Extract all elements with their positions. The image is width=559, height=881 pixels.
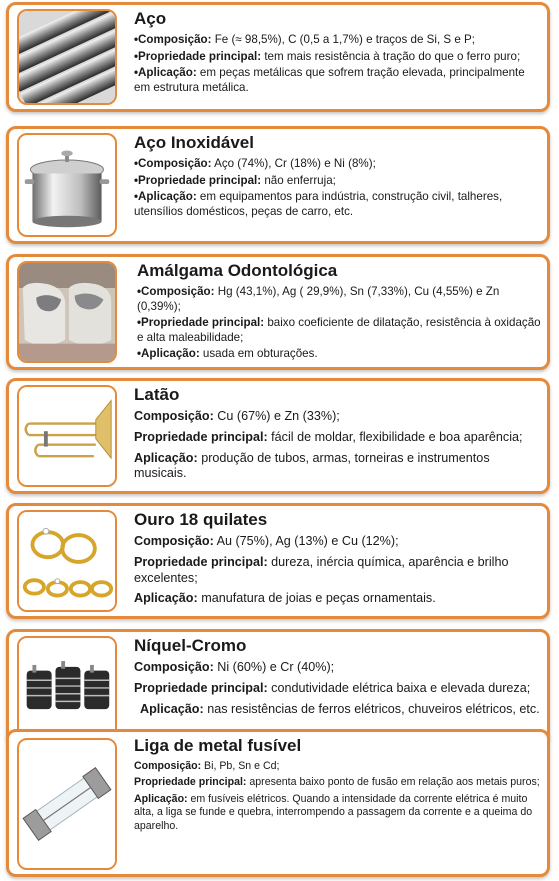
card-title: Latão <box>134 385 180 404</box>
alloy-card-aco <box>6 2 550 112</box>
steel-bars-image <box>17 9 117 105</box>
composition-row: •Composição: Hg (43,1%), Ag ( 29,9%), Sn (7,33%), Cu (4,55%) e Zn (0,39%); <box>137 285 500 313</box>
application-row: •Aplicação: em equipamentos para indústria, construção civil, talheres, utensílios domésticos, peças de carro, etc. <box>134 190 503 218</box>
stainless-pot-image <box>17 133 117 237</box>
property-row: •Propriedade principal: tem mais resistência à tração do que o ferro puro; <box>134 49 521 63</box>
card-title: Aço <box>134 9 167 28</box>
property-row: Propriedade principal: condutividade elétrica baixa e elevada dureza; <box>134 680 531 695</box>
trombone-icon <box>19 387 115 485</box>
property-row: Propriedade principal: dureza, inércia química, aparência e brilho excelentes; <box>134 554 509 585</box>
composition-row: •Composição: Fe (≈ 98,5%), C (0,5 a 1,7%) e traços de Si, S e P; <box>134 33 475 46</box>
composition-row: Composição: Ni (60%) e Cr (40%); <box>134 660 335 674</box>
application-row: Aplicação: produção de tubos, armas, torneiras e instrumentos musicais. <box>134 450 490 481</box>
property-row: Propriedade principal: fácil de moldar, flexibilidade e boa aparência; <box>134 429 523 444</box>
card-title: Amálgama Odontológica <box>137 261 338 280</box>
card-title: Liga de metal fusível <box>134 736 302 755</box>
application-row: •Aplicação: usada em obturações. <box>137 347 318 361</box>
alloy-card-aco-inoxidavel <box>6 126 550 244</box>
application-row: Aplicação: em fusíveis elétricos. Quando a intensidade da corrente elétrica é muito alta, a liga se funde e quebra, interrompendo a passagem da corrente e a queima do aparelho. <box>134 792 533 832</box>
dental-amalgam-image <box>17 261 117 363</box>
alloy-card-latao <box>6 378 550 494</box>
alloy-card-liga-fusivel <box>6 729 550 877</box>
card-title: Aço Inoxidável <box>134 133 254 152</box>
card-title: Níquel-Cromo <box>134 636 247 655</box>
application-row: Aplicação: manufatura de joias e peças ornamentais. <box>134 591 436 606</box>
steel-bars-icon <box>19 11 115 103</box>
pot-icon <box>19 135 115 235</box>
property-row: •Propriedade principal: baixo coeficiente de dilatação, resistência à oxidação e alta maleabilidade; <box>137 316 541 344</box>
composition-row: •Composição: Aço (74%), Cr (18%) e Ni (8%); <box>134 157 376 170</box>
coils-icon <box>19 638 115 736</box>
composition-row: Composição: Au (75%), Ag (13%) e Cu (12%); <box>134 534 399 548</box>
trombone-image <box>17 385 117 487</box>
application-row: •Aplicação: em peças metálicas que sofrem tração elevada, principalmente em estrutura metálica. <box>134 66 525 94</box>
fuse-icon <box>19 740 115 868</box>
alloy-card-amalgama <box>6 254 550 370</box>
nichrome-coils-image <box>17 636 117 738</box>
alloy-card-ouro <box>6 503 550 619</box>
rings-icon <box>19 512 115 610</box>
property-row: •Propriedade principal: não enferruja; <box>134 173 336 187</box>
teeth-icon <box>19 263 115 361</box>
application-row: Aplicação: nas resistências de ferros elétricos, chuveiros elétricos, etc. <box>140 701 540 716</box>
property-row: Propriedade principal: apresenta baixo ponto de fusão em relação aos metais puros; <box>134 776 540 789</box>
composition-row: Composição: Bi, Pb, Sn e Cd; <box>134 760 280 772</box>
card-title: Ouro 18 quilates <box>134 510 268 529</box>
gold-rings-image <box>17 510 117 612</box>
composition-row: Composição: Cu (67%) e Zn (33%); <box>134 409 340 423</box>
alloy-card-niquel-cromo <box>6 629 550 745</box>
glass-fuse-image <box>17 738 117 870</box>
